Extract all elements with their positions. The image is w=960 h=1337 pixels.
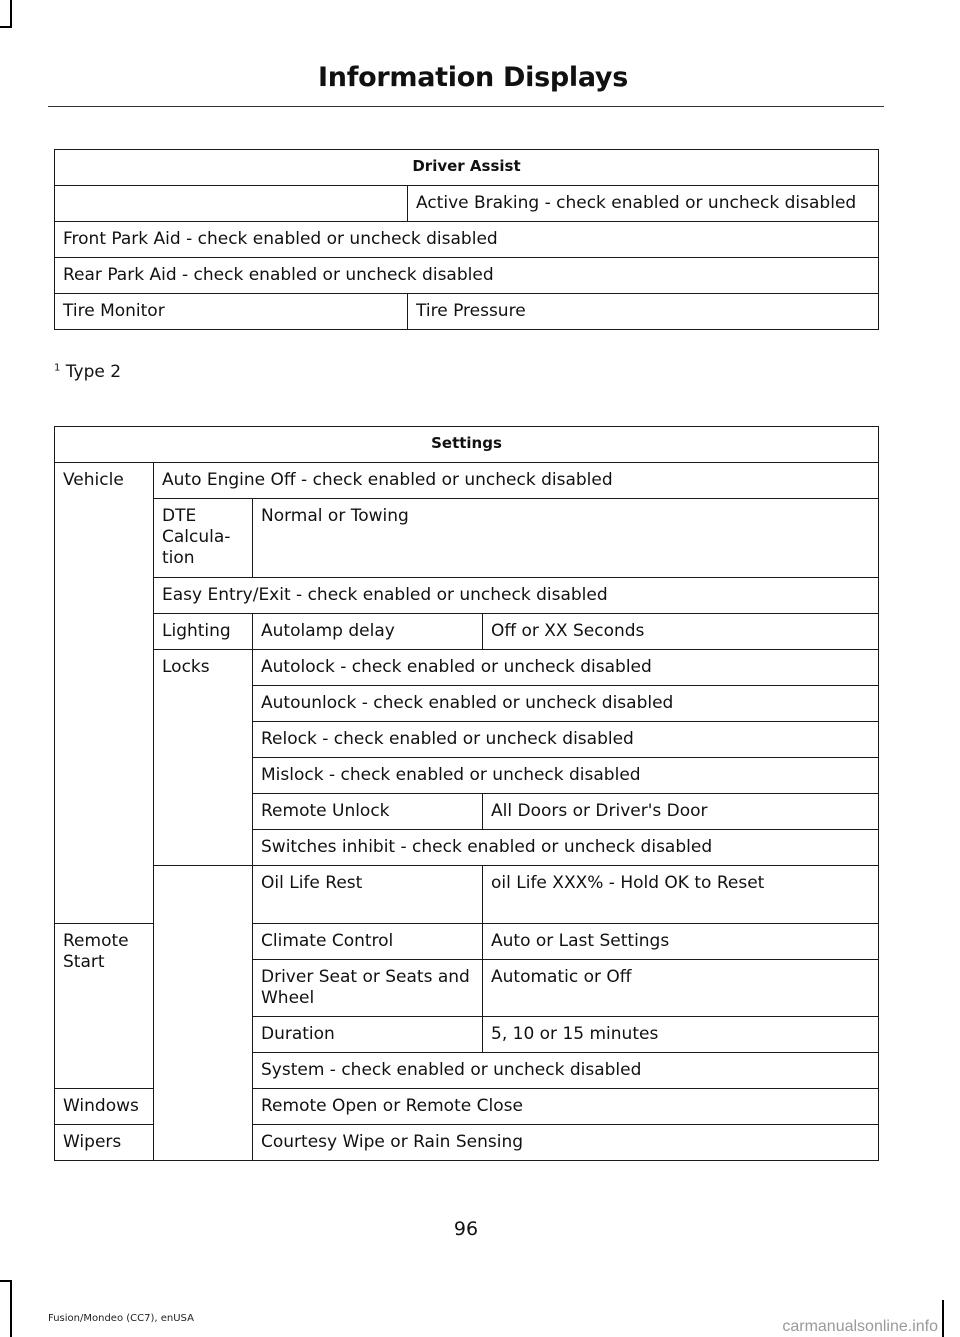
climate-control-cell: Climate Control [253, 924, 483, 960]
footnote-text: Type 2 [65, 362, 122, 382]
easy-entry-cell: Easy Entry/Exit - check enabled or uncheck disabled [154, 578, 879, 614]
switches-inhibit-cell: Switches inhibit - check enabled or uncheck disabled [253, 830, 879, 866]
table-row [55, 614, 879, 650]
tire-pressure-cell: Tire Pressure [408, 294, 879, 330]
lighting-cell: Lighting [154, 614, 253, 650]
autolamp-value-cell: Off or XX Seconds [483, 614, 879, 650]
table-row [55, 463, 879, 499]
remote-start-cell: Remote Start [55, 924, 154, 1089]
table-row [55, 258, 879, 294]
crop-mark [10, 1280, 12, 1337]
crop-mark [942, 1300, 944, 1337]
table-row [55, 222, 879, 258]
system-cell: System - check enabled or uncheck disabled [253, 1053, 879, 1089]
oil-life-label-cell: Oil Life Rest [253, 866, 483, 924]
table-row [55, 427, 879, 463]
autolamp-delay-cell: Autolamp delay [253, 614, 483, 650]
footnote [54, 362, 121, 382]
empty-cell [154, 866, 253, 1161]
wipers-value-cell: Courtesy Wipe or Rain Sensing [253, 1125, 879, 1161]
windows-value-cell: Remote Open or Remote Close [253, 1089, 879, 1125]
duration-value-cell: 5, 10 or 15 minutes [483, 1017, 879, 1053]
table-row [55, 499, 879, 578]
vehicle-cell: Vehicle [55, 463, 154, 924]
table-row [55, 186, 879, 222]
climate-value-cell: Auto or Last Settings [483, 924, 879, 960]
page-number: 96 [453, 1218, 479, 1240]
remote-unlock-value-cell: All Doors or Driver's Door [483, 794, 879, 830]
driver-seat-cell: Driver Seat or Seats and Wheel [253, 960, 483, 1017]
table-row [55, 150, 879, 186]
footnote-mark: 1 [54, 362, 61, 374]
crop-mark [0, 26, 12, 28]
mislock-cell: Mislock - check enabled or uncheck disabled [253, 758, 879, 794]
empty-cell [55, 186, 408, 222]
tire-monitor-cell: Tire Monitor [55, 294, 408, 330]
autounlock-cell: Autounlock - check enabled or uncheck disabled [253, 686, 879, 722]
table-row [55, 294, 879, 330]
dte-value-cell: Normal or Towing [253, 499, 879, 578]
crop-mark [0, 1280, 12, 1282]
driver-seat-value-cell: Automatic or Off [483, 960, 879, 1017]
windows-cell: Windows [55, 1089, 154, 1125]
oil-life-value-cell: oil Life XXX% - Hold OK to Reset [483, 866, 879, 924]
driver-assist-table [54, 149, 879, 330]
page-title: Information Displays [318, 62, 628, 93]
locks-cell: Locks [154, 650, 253, 866]
settings-table [54, 426, 879, 1161]
table-row [55, 866, 879, 924]
document-id: Fusion/Mondeo (CC7), enUSA [48, 1313, 194, 1324]
remote-unlock-cell: Remote Unlock [253, 794, 483, 830]
duration-cell: Duration [253, 1017, 483, 1053]
active-braking-cell: Active Braking - check enabled or uncheck disabled [408, 186, 879, 222]
auto-engine-off-cell: Auto Engine Off - check enabled or uncheck disabled [154, 463, 879, 499]
header-rule [48, 106, 884, 107]
table-row [55, 650, 879, 686]
autolock-cell: Autolock - check enabled or uncheck disabled [253, 650, 879, 686]
front-park-aid-cell: Front Park Aid - check enabled or uncheck disabled [55, 222, 879, 258]
dte-label-cell: DTE Calcula-tion [154, 499, 253, 578]
crop-mark [10, 0, 12, 26]
settings-heading: Settings [55, 427, 879, 463]
rear-park-aid-cell: Rear Park Aid - check enabled or uncheck disabled [55, 258, 879, 294]
driver-assist-heading: Driver Assist [55, 150, 879, 186]
table-row [55, 578, 879, 614]
wipers-cell: Wipers [55, 1125, 154, 1161]
watermark: carmanualsonline.info [782, 1318, 938, 1335]
relock-cell: Relock - check enabled or uncheck disabled [253, 722, 879, 758]
